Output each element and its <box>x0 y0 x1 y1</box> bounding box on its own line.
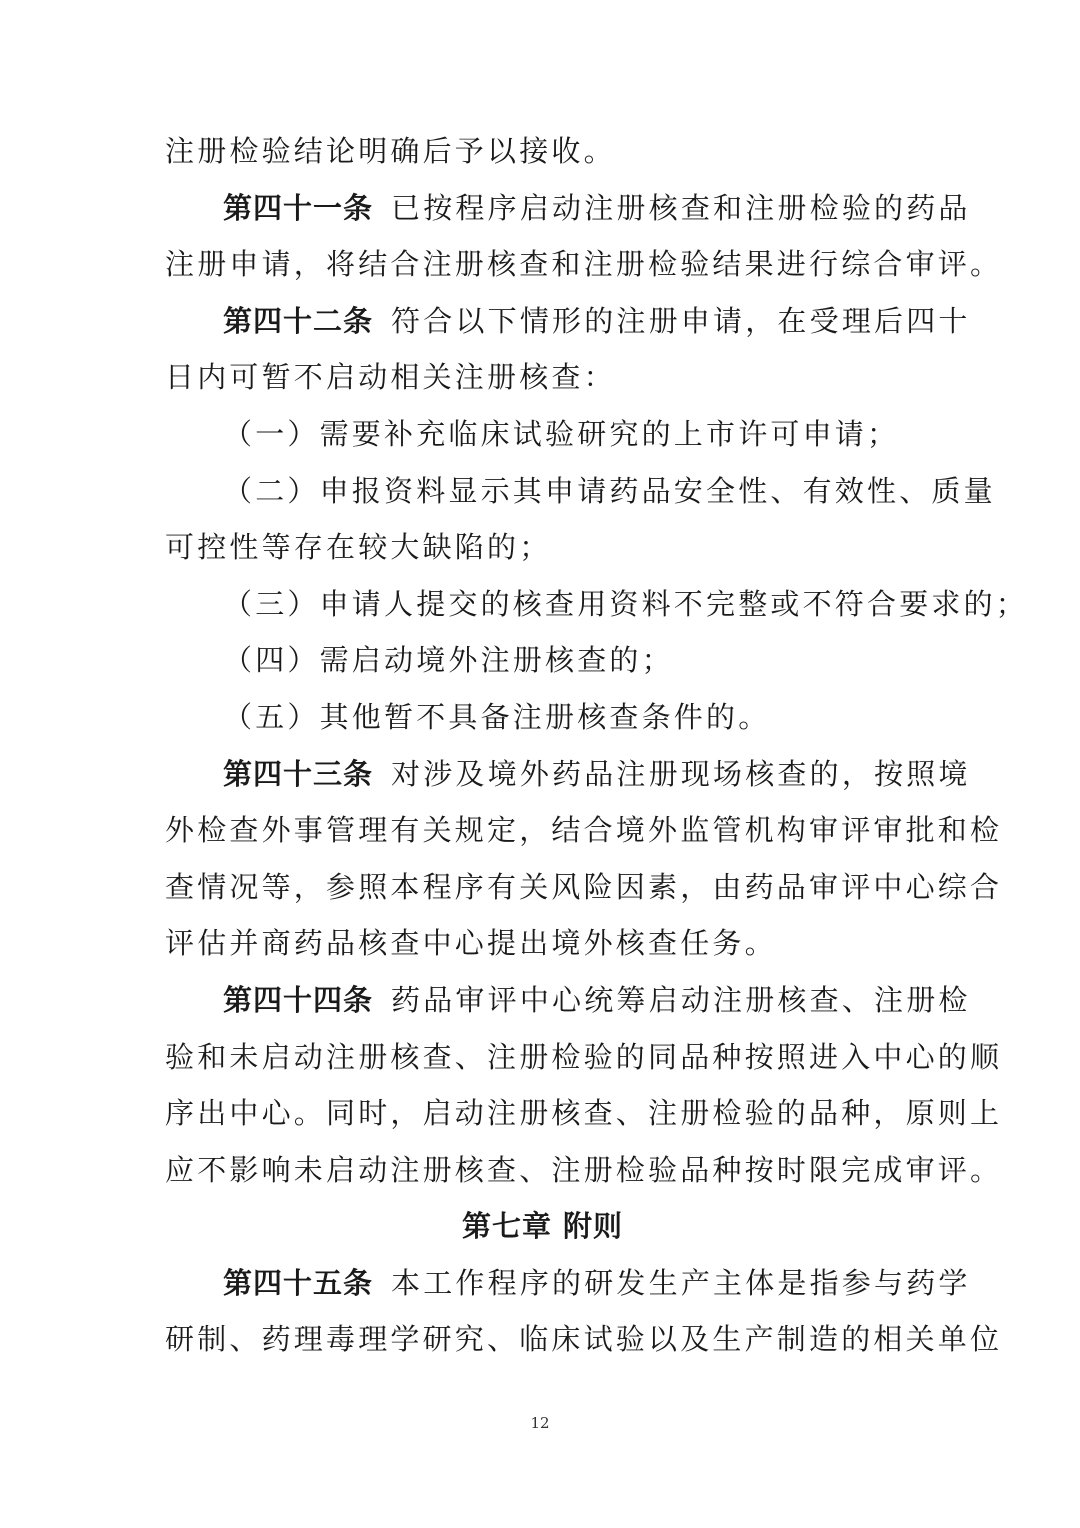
article-text: 对涉及境外药品注册现场核查的，按照境 <box>391 756 971 791</box>
list-item-3: （三）申请人提交的核查用资料不完整或不符合要求的； <box>223 586 1029 621</box>
paragraph-line: 研制、药理毒理学研究、临床试验以及生产制造的相关单位 <box>165 1322 1003 1357</box>
paragraph-line: 注册申请，将结合注册核查和注册检验结果进行综合审评。 <box>165 247 1003 282</box>
article-label: 第四十四条 <box>223 982 374 1017</box>
list-item-1: （一）需要补充临床试验研究的上市许可申请； <box>223 416 900 451</box>
paragraph-line: 日内可暂不启动相关注册核查： <box>165 360 616 395</box>
paragraph-line: 序出中心。同时，启动注册核查、注册检验的品种，原则上 <box>165 1096 1003 1131</box>
article-41 <box>165 180 971 237</box>
article-text: 药品审评中心统筹启动注册核查、注册检 <box>391 982 971 1017</box>
article-43 <box>165 746 971 803</box>
paragraph-line: 查情况等，参照本程序有关风险因素，由药品审评中心综合 <box>165 869 1003 904</box>
article-label: 第四十一条 <box>223 190 374 225</box>
article-text: 本工作程序的研发生产主体是指参与药学 <box>391 1265 971 1300</box>
chapter-heading: 第七章 附则 <box>461 1209 624 1244</box>
article-label: 第四十五条 <box>223 1265 374 1300</box>
page-number: 12 <box>530 1414 550 1432</box>
paragraph-line: 应不影响未启动注册核查、注册检验品种按时限完成审评。 <box>165 1152 1003 1187</box>
paragraph-line: 外检查外事管理有关规定，结合境外监管机构审评审批和检 <box>165 813 1003 848</box>
paragraph-line: 注册检验结论明确后予以接收。 <box>165 134 616 168</box>
article-label: 第四十二条 <box>223 303 374 338</box>
list-item-5: （五）其他暂不具备注册核查条件的。 <box>223 699 771 734</box>
article-text: 已按程序启动注册核查和注册检验的药品 <box>391 190 971 225</box>
document-page <box>165 123 1029 1368</box>
paragraph-line: 可控性等存在较大缺陷的； <box>165 530 552 565</box>
article-text: 符合以下情形的注册申请，在受理后四十 <box>391 303 971 338</box>
list-item-2: （二）申报资料显示其申请药品安全性、有效性、质量 <box>223 473 996 508</box>
paragraph-line: 验和未启动注册核查、注册检验的同品种按照进入中心的顺 <box>165 1039 1003 1074</box>
article-45 <box>165 1255 971 1312</box>
list-item-4: （四）需启动境外注册核查的； <box>223 643 674 678</box>
article-42 <box>165 293 971 350</box>
article-label: 第四十三条 <box>223 756 374 791</box>
paragraph-line: 评估并商药品核查中心提出境外核查任务。 <box>165 926 777 961</box>
article-44 <box>165 972 971 1029</box>
